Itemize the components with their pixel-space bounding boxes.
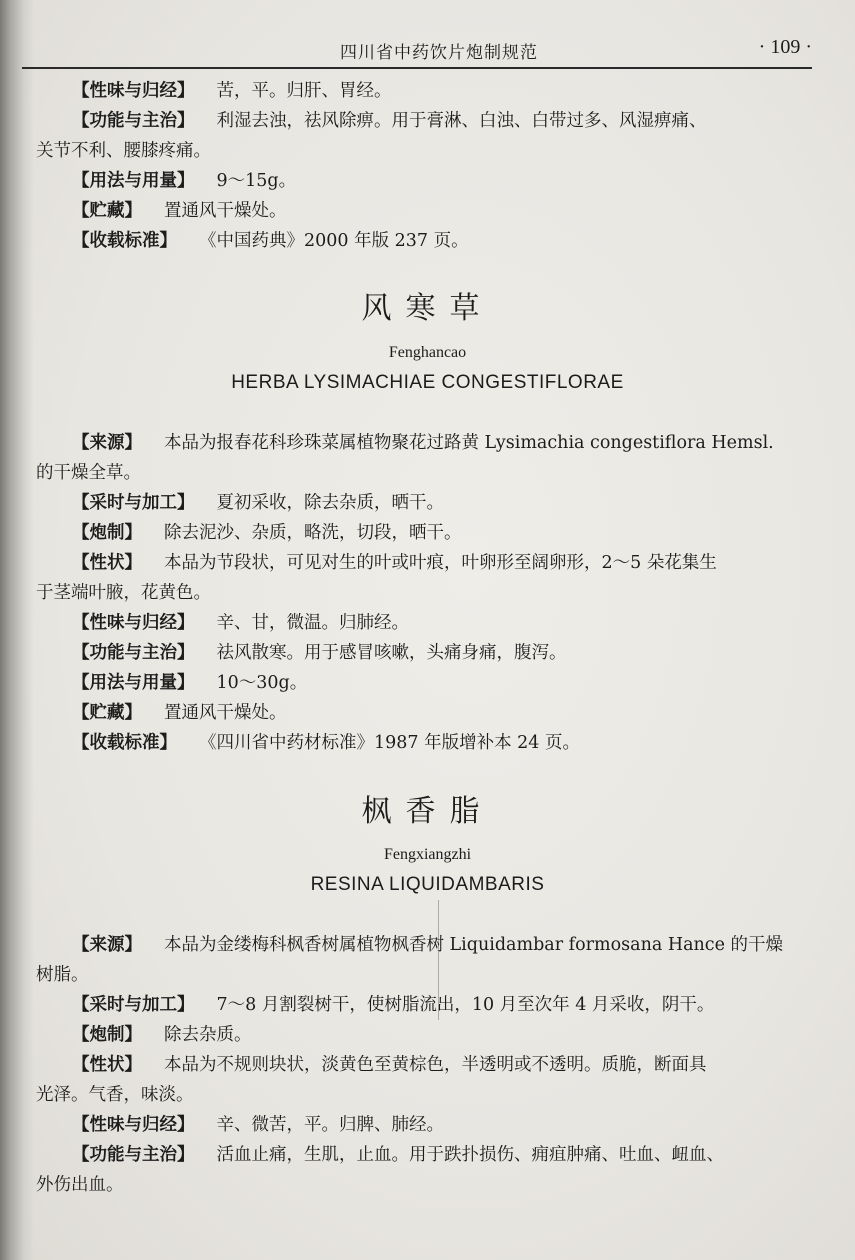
entry-taste-meridian bbox=[44, 608, 796, 638]
herb1-monograph bbox=[36, 428, 796, 758]
entry-standard bbox=[44, 226, 796, 256]
entry-label: 【采时与加工】 bbox=[72, 493, 195, 513]
entry-harvest bbox=[44, 488, 796, 518]
entry-text: 10～30g。 bbox=[216, 673, 308, 693]
entry-text: 除去杂质。 bbox=[164, 1025, 252, 1045]
entry-source bbox=[44, 428, 796, 458]
herb-latin-name: HERBA LYSIMACHIAE CONGESTIFLORAE bbox=[231, 372, 624, 393]
entry-text: 7～8 月割裂树干，使树脂流出，10 月至次年 4 月采收，阴干。 bbox=[216, 995, 715, 1015]
entry-label: 【来源】 bbox=[72, 935, 142, 955]
entry-label: 【用法与用量】 bbox=[72, 171, 195, 191]
book-title: 四川省中药饮片炮制规范 bbox=[340, 43, 538, 63]
herb-pinyin: Fenghancao bbox=[388, 344, 467, 361]
entry-text: 辛、微苦，平。归脾、肺经。 bbox=[216, 1115, 444, 1135]
entry-label: 【性味与归经】 bbox=[72, 81, 195, 101]
entry-continuation: 树脂。 bbox=[36, 965, 89, 985]
entry-text: 本品为报春花科珍珠菜属植物聚花过路黄 Lysimachia congestiflora Hemsl. bbox=[164, 433, 774, 453]
herb2-monograph bbox=[36, 930, 796, 1200]
entry-processing bbox=[44, 518, 796, 548]
entry-continuation: 的干燥全草。 bbox=[36, 463, 141, 483]
entry-text: 置通风干燥处。 bbox=[164, 201, 287, 221]
entry-function bbox=[44, 1140, 796, 1170]
entry-label: 【性味与归经】 bbox=[72, 613, 195, 633]
entry-label: 【收载标准】 bbox=[72, 231, 177, 251]
herb-title-fenghancao: 风寒草 bbox=[361, 291, 494, 326]
previous-herb-section bbox=[36, 76, 796, 256]
entry-text: 置通风干燥处。 bbox=[164, 703, 287, 723]
herb-latin-name: RESINA LIQUIDAMBARIS bbox=[310, 874, 545, 895]
entry-text: 夏初采收，除去杂质，晒干。 bbox=[216, 493, 444, 513]
entry-storage bbox=[44, 196, 796, 226]
entry-label: 【采时与加工】 bbox=[72, 995, 195, 1015]
header-rule bbox=[22, 67, 812, 69]
entry-continuation: 光泽。气香，味淡。 bbox=[36, 1085, 194, 1105]
entry-label: 【贮藏】 bbox=[72, 703, 142, 723]
entry-text: 《中国药典》2000 年版 237 页。 bbox=[199, 231, 469, 251]
entry-text: 苦，平。归肝、胃经。 bbox=[216, 81, 392, 101]
entry-processing bbox=[44, 1020, 796, 1050]
entry-description bbox=[44, 548, 796, 578]
entry-description bbox=[44, 1050, 796, 1080]
herb-title-fengxiangzhi: 枫香脂 bbox=[361, 794, 494, 829]
entry-label: 【来源】 bbox=[72, 433, 142, 453]
entry-text: 活血止痛，生肌，止血。用于跌扑损伤、痈疽肿痛、吐血、衄血、 bbox=[216, 1145, 724, 1165]
entry-text: 辛、甘，微温。归肺经。 bbox=[216, 613, 409, 633]
entry-label: 【功能与主治】 bbox=[72, 111, 195, 131]
entry-text: 本品为节段状，可见对生的叶或叶痕，叶卵形至阔卵形，2～5 朵花集生 bbox=[164, 553, 717, 573]
entry-text: 本品为不规则块状，淡黄色至黄棕色，半透明或不透明。质脆，断面具 bbox=[164, 1055, 707, 1075]
entry-taste-meridian bbox=[44, 76, 796, 106]
entry-label: 【炮制】 bbox=[72, 1025, 142, 1045]
entry-label: 【贮藏】 bbox=[72, 201, 142, 221]
entry-continuation: 于茎端叶腋，花黄色。 bbox=[36, 583, 211, 603]
herb-pinyin: Fengxiangzhi bbox=[383, 846, 472, 863]
entry-function bbox=[44, 106, 796, 136]
entry-text: 祛风散寒。用于感冒咳嗽，头痛身痛，腹泻。 bbox=[216, 643, 567, 663]
page-number: · 109 · bbox=[758, 36, 812, 58]
entry-source bbox=[44, 930, 796, 960]
entry-label: 【性味与归经】 bbox=[72, 1115, 195, 1135]
entry-label: 【功能与主治】 bbox=[72, 643, 195, 663]
entry-label: 【收载标准】 bbox=[72, 733, 177, 753]
running-header bbox=[22, 36, 812, 70]
binding-shadow bbox=[0, 0, 34, 1260]
entry-text: 利湿去浊，祛风除痹。用于膏淋、白浊、白带过多、风湿痹痛、 bbox=[216, 111, 707, 131]
entry-text: 《四川省中药材标准》1987 年版增补本 24 页。 bbox=[199, 733, 580, 753]
entry-label: 【炮制】 bbox=[72, 523, 142, 543]
entry-text: 本品为金缕梅科枫香树属植物枫香树 Liquidambar formosana Hance 的干燥 bbox=[164, 935, 784, 955]
entry-harvest bbox=[44, 990, 796, 1020]
entry-text: 9～15g。 bbox=[216, 171, 297, 191]
entry-label: 【性状】 bbox=[72, 1055, 142, 1075]
entry-storage bbox=[44, 698, 796, 728]
entry-taste-meridian bbox=[44, 1110, 796, 1140]
entry-standard bbox=[44, 728, 796, 758]
entry-text: 除去泥沙、杂质，略洗，切段，晒干。 bbox=[164, 523, 462, 543]
entry-label: 【用法与用量】 bbox=[72, 673, 195, 693]
entry-dosage bbox=[44, 166, 796, 196]
entry-function bbox=[44, 638, 796, 668]
entry-continuation: 关节不利、腰膝疼痛。 bbox=[36, 141, 211, 161]
entry-label: 【性状】 bbox=[72, 553, 142, 573]
entry-continuation: 外伤出血。 bbox=[36, 1175, 124, 1195]
entry-label: 【功能与主治】 bbox=[72, 1145, 195, 1165]
entry-dosage bbox=[44, 668, 796, 698]
